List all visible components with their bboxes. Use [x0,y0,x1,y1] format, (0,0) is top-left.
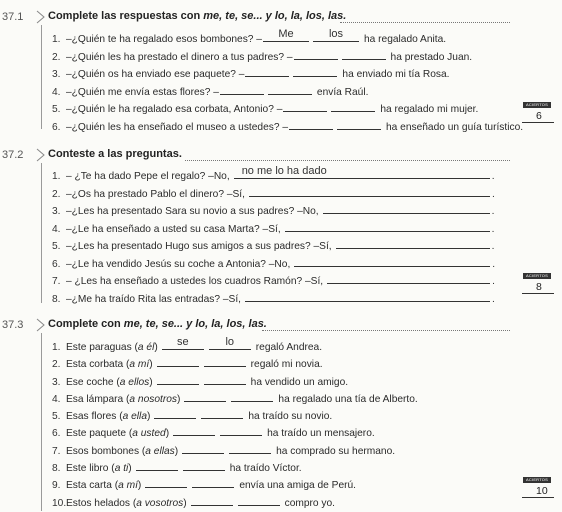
exercise-37-1 [0,10,562,133]
item-suffix: ) [128,463,132,475]
answer-blank[interactable] [209,338,251,350]
period: . [491,171,495,182]
score-box [522,477,552,498]
item-hint: a nosotros [129,393,177,405]
exercise-item [52,291,522,309]
chevron-right-icon [36,10,45,24]
item-rest: ha regalado una tía de Alberto. [278,393,418,405]
answer-blank[interactable] [293,65,337,77]
exercise-item [52,65,522,83]
answer-text: lo [225,336,235,348]
item-prefix: Este paquete ( [66,428,133,440]
exercise-rule [41,25,42,129]
item-rest: ha enseñado un guía turístico. [386,121,524,133]
item-rest: ha traído Víctor. [229,463,302,475]
item-rest: compro yo. [284,497,336,509]
score-total: 8 [522,281,554,294]
item-prefix: Esas flores ( [66,411,123,423]
item-number: 2. [52,359,61,371]
exercise-item [52,221,522,239]
item-number: 4. [52,393,61,405]
item-number: 6. [52,258,61,270]
score-total: 10 [522,485,554,498]
item-rest: ha vendido un amigo. [250,376,349,388]
item-question: –¿Les ha presentado Hugo sus amigos a sus padres? –Sí, [66,241,332,252]
answer-blank[interactable] [145,476,187,488]
item-number: 8. [52,293,61,305]
item-number: 7. [52,276,61,287]
answer-blank[interactable] [231,390,273,402]
item-number: 2. [52,188,61,200]
item-rest: regaló mi novia. [250,359,323,371]
exercise-items [52,165,522,308]
item-rest: ha regalado mi mujer. [380,104,479,115]
exercise-items [52,30,522,135]
answer-line[interactable] [294,256,490,267]
answer-blank[interactable] [204,355,246,367]
exercise-item [52,256,522,274]
answer-line[interactable] [234,165,490,179]
exercise-item [52,476,522,493]
answer-blank[interactable] [154,407,196,419]
exercise-item [52,238,522,256]
exercise-item [52,100,522,118]
exercise-item [52,459,522,476]
score-box [522,102,552,123]
dotted-rule [340,22,510,23]
answer-blank[interactable] [173,424,215,436]
item-number: 4. [52,86,61,98]
period: . [491,206,495,217]
score-label: ACIERTOS [523,102,551,108]
item-hint: a ellos [119,376,150,388]
exercise-title: Complete con me, te, se... y lo, la, los, las. [48,318,267,330]
item-suffix: ) [146,411,151,423]
item-question: –¿Quién les ha enseñado el museo a ustedes? – [66,121,289,133]
item-rest: envía Raúl. [316,86,369,98]
item-hint: a ti [114,463,129,475]
exercise-37-3 [0,319,562,509]
item-rest: ha traído su novio. [248,411,333,423]
exercise-37-2 [0,149,562,309]
item-question: –¿Le ha enseñado a usted su casa Marta? –Sí, [66,223,281,235]
exercise-number: 37.2 [2,149,23,161]
exercise-rule [41,163,42,303]
answer-blank[interactable] [182,442,224,454]
item-hint: a ellas [145,445,175,457]
item-hint: a mí [129,359,150,371]
item-question: –¿Les ha presentado Sara su novio a sus padres? –No, [66,206,319,217]
item-number: 3. [52,69,61,80]
item-hint: a ella [122,411,147,423]
answer-blank[interactable] [313,30,359,42]
item-number: 3. [52,206,61,217]
chevron-right-icon [36,148,45,162]
answer-text: los [328,28,343,40]
exercise-item [52,355,522,372]
answer-line[interactable] [327,273,490,284]
answer-blank[interactable] [220,424,262,436]
item-prefix: Esta carta ( [66,480,119,492]
item-question: –¿Quién me envía estas flores? – [66,86,219,98]
item-rest: regaló Andrea. [255,342,323,353]
exercise-title: Complete las respuestas con me, te, se... y lo, la, los, las. [48,10,347,22]
dotted-rule [185,160,510,161]
item-question: – ¿Les ha enseñado a ustedes los cuadros Ramón? –Sí, [66,276,324,287]
answer-blank[interactable] [157,373,199,385]
exercise-item [52,118,522,136]
exercise-title: Conteste a las preguntas. [48,148,182,160]
item-number: 2. [52,51,61,63]
item-hint: a vosotros [136,497,184,509]
item-prefix: Este libro ( [66,463,115,475]
item-number: 7. [52,445,61,457]
answer-blank[interactable] [192,476,234,488]
item-number: 8. [52,463,61,475]
answer-text: Me [278,28,294,40]
item-question: –¿Quién os ha enviado ese paquete? – [66,69,245,80]
item-hint: a usted [132,428,166,440]
answer-text: no me lo ha dado [241,165,327,177]
item-question: –¿Quién te ha regalado esos bombones? – [66,34,262,45]
item-hint: a mí [118,480,138,492]
period: . [492,276,495,287]
item-number: 9. [52,480,61,492]
answer-blank[interactable] [229,442,271,454]
answer-blank[interactable] [136,459,178,471]
item-suffix: ) [137,480,142,492]
score-box [522,273,552,294]
answer-line[interactable] [336,238,490,249]
score-label: ACIERTOS [523,273,551,279]
answer-blank[interactable] [294,48,338,60]
answer-blank[interactable] [245,65,289,77]
period: . [491,188,495,200]
item-number: 4. [52,223,61,235]
exercise-item [52,273,522,291]
answer-line[interactable] [285,221,490,232]
item-rest: ha enviado mi tía Rosa. [342,69,450,80]
item-hint: a él [137,342,155,353]
item-number: 5. [52,104,61,115]
item-prefix: Esos bombones ( [66,445,146,457]
exercise-rule [41,333,42,511]
answer-blank[interactable] [263,30,309,42]
answer-blank[interactable] [157,355,199,367]
exercise-item [52,338,522,355]
item-prefix: Este paraguas ( [66,342,138,353]
item-number: 3. [52,376,61,388]
item-question: –¿Le ha vendido Jesús su coche a Antonia? –No, [66,258,291,270]
exercise-item [52,494,522,511]
score-total: 6 [522,110,554,123]
exercise-item [52,442,522,459]
item-rest: ha prestado Juan. [390,51,473,63]
item-suffix: ) [177,393,181,405]
answer-blank[interactable] [162,338,204,350]
period: . [491,223,495,235]
exercise-item [52,83,522,101]
answer-blank[interactable] [342,48,386,60]
answer-blank[interactable] [204,373,246,385]
item-question: –¿Quién le ha regalado esa corbata, Antonio? – [66,104,283,115]
answer-blank[interactable] [191,494,233,506]
item-number: 6. [52,428,61,440]
exercise-item [52,203,522,221]
chevron-right-icon [36,318,45,332]
item-suffix: ) [149,376,153,388]
answer-blank[interactable] [283,100,327,112]
item-suffix: ) [165,428,170,440]
period: . [491,241,495,252]
item-suffix: ) [174,445,179,457]
answer-blank[interactable] [238,494,280,506]
answer-blank[interactable] [331,100,375,112]
answer-line[interactable] [249,186,490,197]
exercise-item [52,48,522,66]
exercise-item [52,424,522,441]
item-number: 1. [52,342,61,353]
answer-blank[interactable] [183,459,225,471]
item-number: 6. [52,121,61,133]
item-number: 1. [52,171,61,182]
exercise-item [52,390,522,407]
answer-blank[interactable] [220,83,264,95]
item-number: 1. [52,34,61,45]
item-question: –¿Me ha traído Rita las entradas? –Sí, [66,293,241,305]
answer-text: se [176,336,189,348]
item-rest: ha comprado su hermano. [276,445,396,457]
answer-blank[interactable] [201,407,243,419]
exercise-number: 37.3 [2,319,23,331]
exercise-item [52,186,522,204]
exercise-item [52,407,522,424]
item-number: 10. [52,497,67,509]
period: . [491,293,495,305]
item-question: – ¿Te ha dado Pepe el regalo? –No, [66,171,230,182]
score-label: ACIERTOS [523,477,551,483]
item-number: 5. [52,411,61,423]
exercise-number: 37.1 [2,11,23,23]
item-suffix: ) [149,359,153,371]
answer-blank[interactable] [268,83,312,95]
answer-line[interactable] [245,291,490,302]
exercise-item [52,373,522,390]
period: . [492,258,496,270]
item-rest: ha regalado Anita. [363,34,447,45]
item-number: 5. [52,241,61,252]
exercise-item [52,165,522,186]
item-suffix: ) [154,342,158,353]
item-prefix: Esta corbata ( [66,359,130,371]
answer-line[interactable] [323,203,490,214]
answer-blank[interactable] [337,118,381,130]
item-question: –¿Quién les ha prestado el dinero a tus padres? – [66,51,293,63]
item-rest: ha traído un mensajero. [267,428,375,440]
dotted-rule [262,330,510,331]
item-question: –¿Os ha prestado Pablo el dinero? –Sí, [66,188,245,200]
item-prefix: Esa lámpara ( [66,393,130,405]
exercise-item [52,30,522,48]
answer-blank[interactable] [184,390,226,402]
answer-blank[interactable] [289,118,333,130]
exercise-items [52,338,522,511]
item-prefix: Ese coche ( [66,376,120,388]
item-rest: envía una amiga de Perú. [239,480,356,492]
item-suffix: ) [183,497,187,509]
item-prefix: Estos helados ( [66,497,137,509]
